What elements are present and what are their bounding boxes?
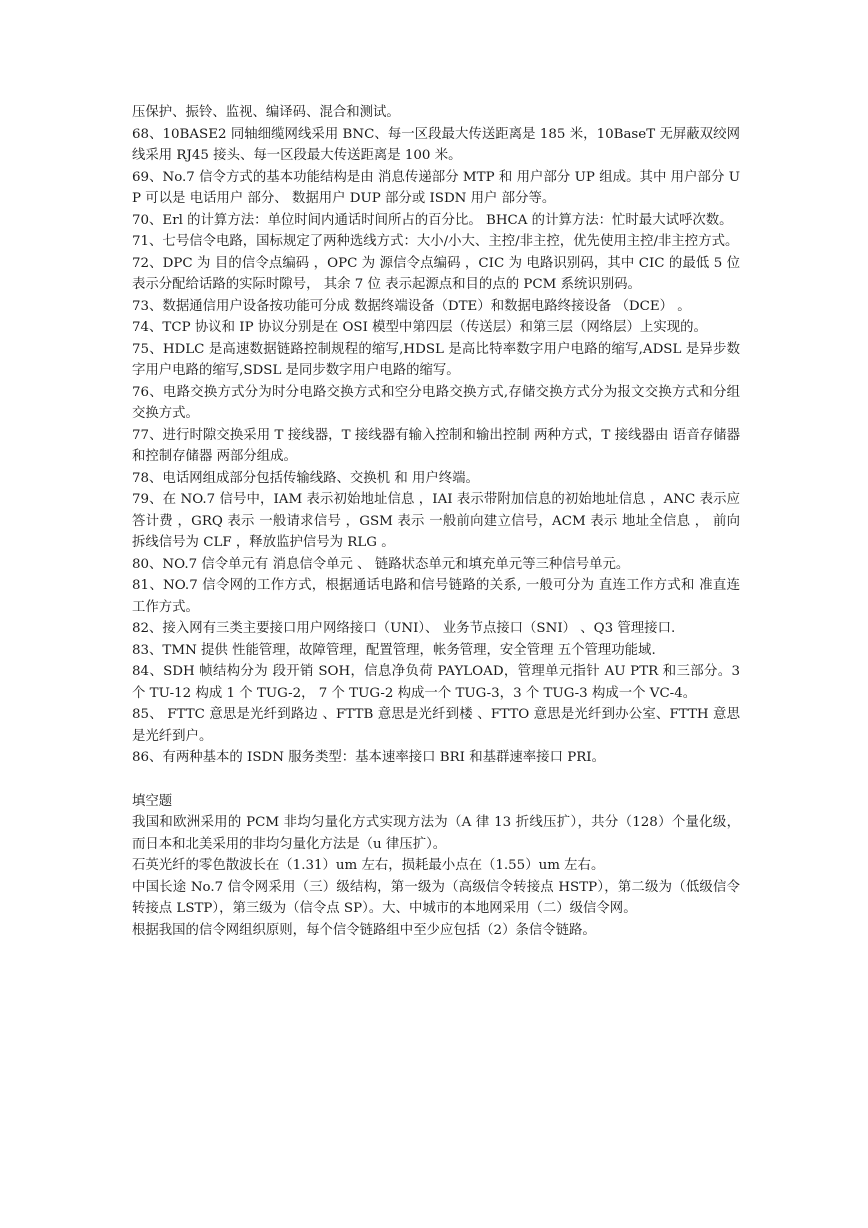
- document-body: [132, 102, 740, 941]
- item-81: 81、NO.7 信令网的工作方式，根据通话电路和信号链路的关系, 一般可分为 直连工作方式和 准直连工作方式。: [132, 578, 740, 615]
- item-71: 71、七号信令电路，国标规定了两种选线方式：大小/小大、主控/非主控，优先使用主控/非主控方式。: [132, 234, 739, 249]
- item-84: 84、SDH 帧结构分为 段开销 SOH，信息净负荷 PAYLOAD，管理单元指针 AU PTR 和三部分。3 个 TU-12 构成 1 个 TUG-2， 7 个 TUG-2 构成一个 TUG-3，3 个 TUG-3 构成一个 VC-4。: [132, 664, 740, 701]
- item-77: 77、进行时隙交换采用 T 接线器，T 接线器有输入控制和输出控制 两种方式，T 接线器由 语音存储器 和控制存储器 两部分组成。: [132, 427, 740, 464]
- item-74: 74、TCP 协议和 IP 协议分别是在 OSI 模型中第四层（传送层）和第三层（网络层）上实现的。: [132, 320, 707, 335]
- item-72: 72、DPC 为 目的信令点编码 ，OPC 为 源信令点编码 ，CIC 为 电路识别码，其中 CIC 的最低 5 位表示分配给话路的实际时隙号， 其余 7 位 表示起源点和目的点的 PCM 系统识别码。: [132, 255, 740, 292]
- item-80: 80、NO.7 信令单元有 消息信令单元 、 链路状态单元和填充单元等三种信号单元。: [132, 556, 630, 572]
- item-70: 70、Erl 的计算方法：单位时间内通话时间所占的百分比。 BHCA 的计算方法：忙时最大试呼次数。: [132, 212, 733, 228]
- item-79: 79、在 NO.7 信号中，IAM 表示初始地址信息 ，IAI 表示带附加信息的初始地址信息 ，ANC 表示应答计费 ，GRQ 表示 一般请求信号 ，GSM 表示 一般前向建立信号，ACM 表示 地址全信息 ， 前向拆线信号为 CLF ，释放监护信号为 RLG 。: [132, 492, 740, 550]
- item-85: 85、 FTTC 意思是光纤到路边 、FTTB 意思是光纤到楼 、FTTO 意思是光纤到办公室、FTTH 意思是光纤到户。: [132, 707, 740, 744]
- section-title: 填空题: [132, 793, 173, 809]
- item-75: 75、HDLC 是高速数据链路控制规程的缩写,HDSL 是高比特率数字用户电路的缩写,ADSL 是异步数字用户电路的缩写,SDSL 是同步数字用户电路的缩写。: [132, 341, 740, 378]
- item-86: 86、有两种基本的 ISDN 服务类型：基本速率接口 BRI 和基群速率接口 PRI。: [132, 750, 605, 765]
- item-76: 76、电路交换方式分为时分电路交换方式和空分电路交换方式,存储交换方式分为报文交换方式和分组交换方式。: [132, 384, 740, 421]
- section-spacer: [132, 769, 740, 791]
- fill-in-item-3: 中国长途 No.7 信令网采用（三）级结构，第一级为（高级信令转接点 HSTP），第二级为（低级信令转接点 LSTP），第三级为（信令点 SP）。大、中城市的本地网采用（二）级信令网。: [132, 879, 740, 916]
- item-73: 73、数据通信用户设备按功能可分成 数据终端设备（DTE）和数据电路终接设备 （DCE） 。: [132, 298, 691, 314]
- item-78: 78、电话网组成部分包括传输线路、交换机 和 用户终端。: [132, 470, 479, 486]
- paragraph-continuation: 压保护、振铃、监视、编译码、混合和测试。: [132, 105, 400, 120]
- fill-in-item-4: 根据我国的信令网组织原则，每个信令链路组中至少应包括（2）条信令链路。: [132, 922, 596, 938]
- item-68: 68、10BASE2 同轴细缆网线采用 BNC、每一区段最大传送距离是 185 米，10BaseT 无屏蔽双绞网线采用 RJ45 接头、每一区段最大传送距离是 100 米。: [132, 126, 740, 163]
- item-69: 69、No.7 信令方式的基本功能结构是由 消息传递部分 MTP 和 用户部分 UP 组成。其中 用户部分 UP 可以是 电话用户 部分、 数据用户 DUP 部分或 ISDN 用户 部分等。: [132, 169, 740, 206]
- item-83: 83、TMN 提供 性能管理，故障管理，配置管理，帐务管理，安全管理 五个管理功能域.: [132, 642, 656, 658]
- item-82: 82、接入网有三类主要接口用户网络接口（UNI）、 业务节点接口（SNI） 、Q3 管理接口.: [132, 621, 676, 636]
- fill-in-item-2: 石英光纤的零色散波长在（1.31）um 左右，损耗最小点在（1.55）um 左右。: [132, 858, 605, 873]
- fill-in-item-1: 我国和欧洲采用的 PCM 非均匀量化方式实现方法为（A 律 13 折线压扩），共分（128）个量化级，而日本和北美采用的非均匀量化方法是（u 律压扩）。: [132, 815, 740, 852]
